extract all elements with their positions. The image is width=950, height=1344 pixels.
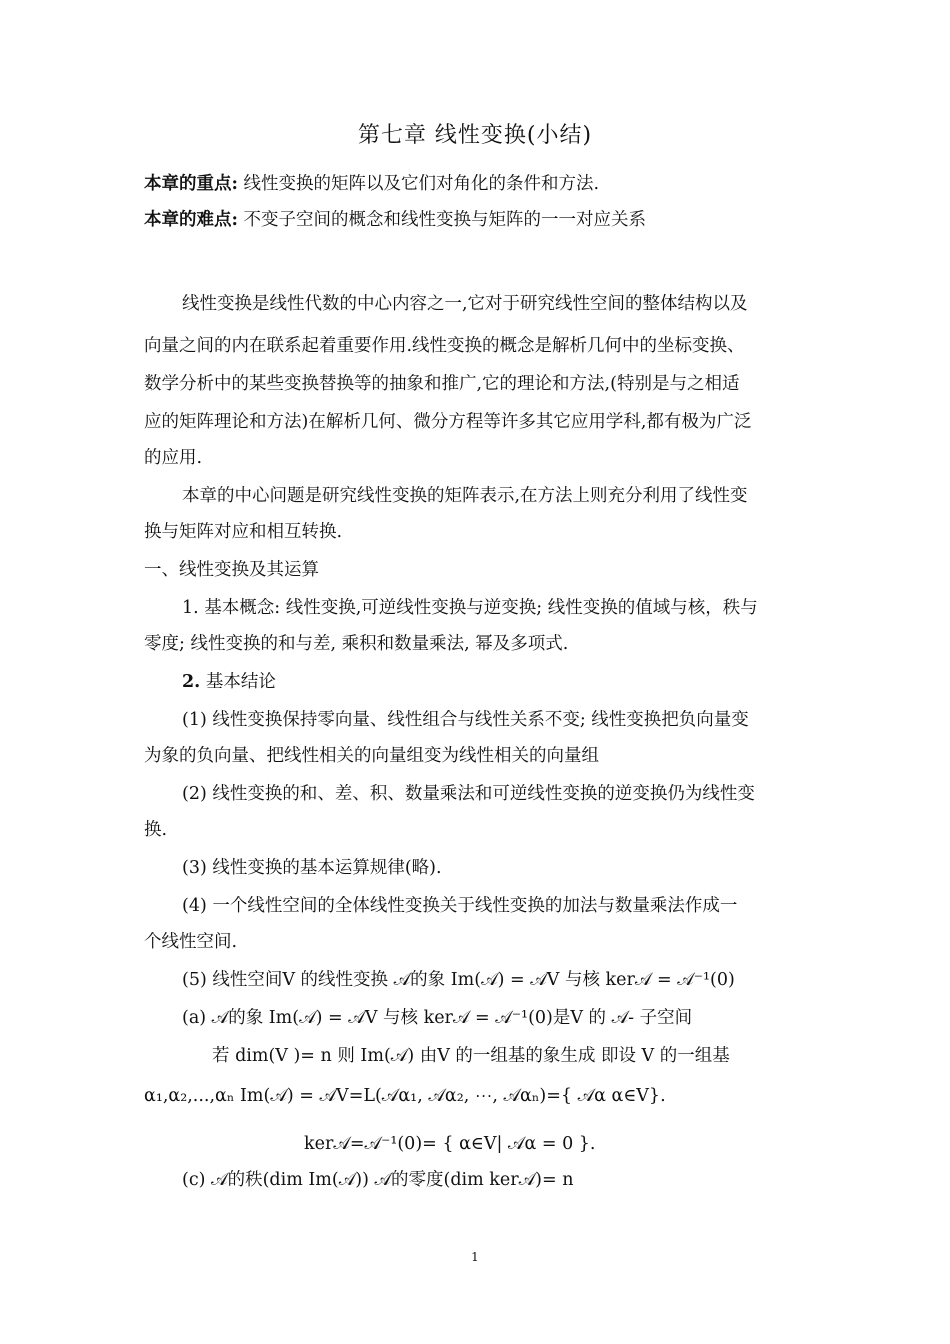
item-line: 换. xyxy=(144,820,168,840)
difficulty-label: 本章的难点 xyxy=(144,210,232,230)
item-line: (4) 一个线性空间的全体线性变换关于线性变换的加法与数量乘法作成一 xyxy=(182,896,738,916)
key-point-label: 本章的重点 xyxy=(144,174,232,194)
item-line: (c) 𝒜的秩(dim Im(𝒜)) 𝒜的零度(dim ker𝒜)= n xyxy=(182,1170,574,1190)
paragraph-line: 本章的中心问题是研究线性变换的矩阵表示,在方法上则充分利用了线性变 xyxy=(182,486,748,506)
paragraph-line: 向量之间的内在联系起着重要作用.线性变换的概念是解析几何中的坐标变换、 xyxy=(144,336,745,356)
item-line: (a) 𝒜的象 Im(𝒜) = 𝒜V 与核 ker𝒜 = 𝒜⁻¹(0)是V 的 𝒜- 子空间 xyxy=(182,1008,693,1028)
item-line: 若 dim(V )= n 则 Im(𝒜) 由V 的一组基的象生成 即设 V 的一组基 xyxy=(212,1046,730,1066)
subsection-number: 2. xyxy=(182,672,201,692)
item-line: (5) 线性空间V 的线性变换 𝒜的象 Im(𝒜) = 𝒜V 与核 ker𝒜 = 𝒜⁻¹(0) xyxy=(182,970,735,990)
item-line: (1) 线性变换保持零向量、线性组合与线性关系不变; 线性变换把负向量变 xyxy=(182,710,749,730)
item-line: 为象的负向量、把线性相关的向量组变为线性相关的向量组 xyxy=(144,746,599,766)
item-line: (3) 线性变换的基本运算规律(略). xyxy=(182,858,442,878)
paragraph-line: 数学分析中的某些变换替换等的抽象和推广,它的理论和方法,(特别是与之相适 xyxy=(144,374,740,394)
difficulty-text: 不变子空间的概念和线性变换与矩阵的一一对应关系 xyxy=(243,210,647,230)
paragraph-line: 1. 基本概念: 线性变换,可逆线性变换与逆变换; 线性变换的值域与核，秩与 xyxy=(182,598,758,618)
paragraph-line: 的应用. xyxy=(144,448,203,468)
paragraph-line: 应的矩阵理论和方法)在解析几何、微分方程等许多其它应用学科,都有极为广泛 xyxy=(144,412,752,432)
difficulty-line: 本章的难点: 不变子空间的概念和线性变换与矩阵的一一对应关系 xyxy=(144,210,647,230)
subsection-label: 基本结论 xyxy=(205,672,276,692)
subsection-heading xyxy=(182,670,814,694)
paragraph-line: 线性变换是线性代数的中心内容之一,它对于研究线性空间的整体结构以及 xyxy=(182,294,748,314)
formula-line: α₁,α₂,...,αₙ Im(𝒜) = 𝒜V=L(𝒜α₁, 𝒜α₂, ⋯, 𝒜αₙ)={ 𝒜α α∈V}. xyxy=(144,1086,666,1106)
item-line: (2) 线性变换的和、差、积、数量乘法和可逆线性变换的逆变换仍为线性变 xyxy=(182,784,755,804)
paragraph-line: 零度; 线性变换的和与差, 乘积和数量乘法, 幂及多项式. xyxy=(144,634,569,654)
page-number: 1 xyxy=(471,1250,479,1264)
key-point-text: 线性变换的矩阵以及它们对角化的条件和方法. xyxy=(243,174,600,194)
key-point-line: 本章的重点: 线性变换的矩阵以及它们对角化的条件和方法. xyxy=(144,174,600,194)
item-line: 个线性空间. xyxy=(144,932,238,952)
formula-line: ker𝒜=𝒜⁻¹(0)= { α∈V| 𝒜α = 0 }. xyxy=(304,1134,596,1154)
chapter-title: 第七章 线性变换(小结) xyxy=(357,123,593,148)
section-heading: 一、线性变换及其运算 xyxy=(144,560,319,580)
paragraph-line: 换与矩阵对应和相互转换. xyxy=(144,522,343,542)
